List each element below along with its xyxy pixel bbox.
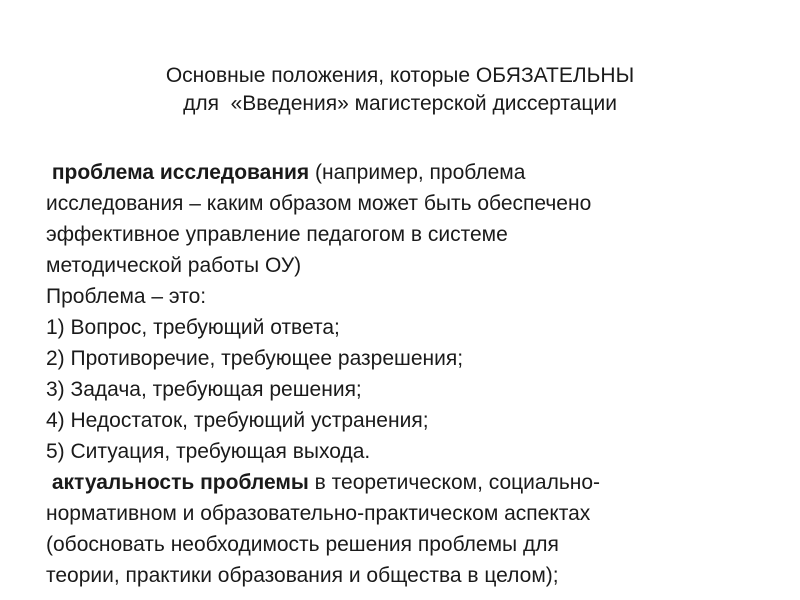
- definition-item: 5) Ситуация, требующая выхода.: [46, 440, 371, 463]
- definition-item: 2) Противоречие, требующее разрешения;: [46, 347, 464, 370]
- definition-item: 4) Недостаток, требующий устранения;: [46, 409, 429, 432]
- relevance-line-2: нормативном и образовательно-практическом аспектах: [46, 502, 591, 525]
- definition-heading: Проблема – это:: [46, 285, 207, 308]
- problem-term: проблема исследования: [46, 161, 310, 184]
- slide-title: [0, 62, 800, 118]
- slide-body: [46, 157, 776, 591]
- problem-line-2: исследования – каким образом может быть обеспечено: [46, 192, 592, 215]
- relevance-line-3: (обосновать необходимость решения проблемы для: [46, 533, 559, 556]
- definition-item: 3) Задача, требующая решения;: [46, 378, 362, 401]
- relevance-line-1-rest: в теоретическом, социально-: [308, 471, 601, 494]
- problem-line-1: [46, 157, 776, 188]
- relevance-line-4: теории, практики образования и общества в целом);: [46, 564, 559, 587]
- title-line-2: для «Введения» магистерской диссертации: [183, 92, 617, 115]
- problem-line-1-rest: (например, проблема: [309, 161, 526, 184]
- definition-item: 1) Вопрос, требующий ответа;: [46, 316, 340, 339]
- relevance-term: актуальность проблемы: [46, 471, 309, 494]
- title-line-1: Основные положения, которые ОБЯЗАТЕЛЬНЫ: [165, 64, 635, 87]
- relevance-line-1: [46, 467, 776, 498]
- problem-line-4: методической работы ОУ): [46, 254, 302, 277]
- problem-line-3: эффективное управление педагогом в системе: [46, 223, 508, 246]
